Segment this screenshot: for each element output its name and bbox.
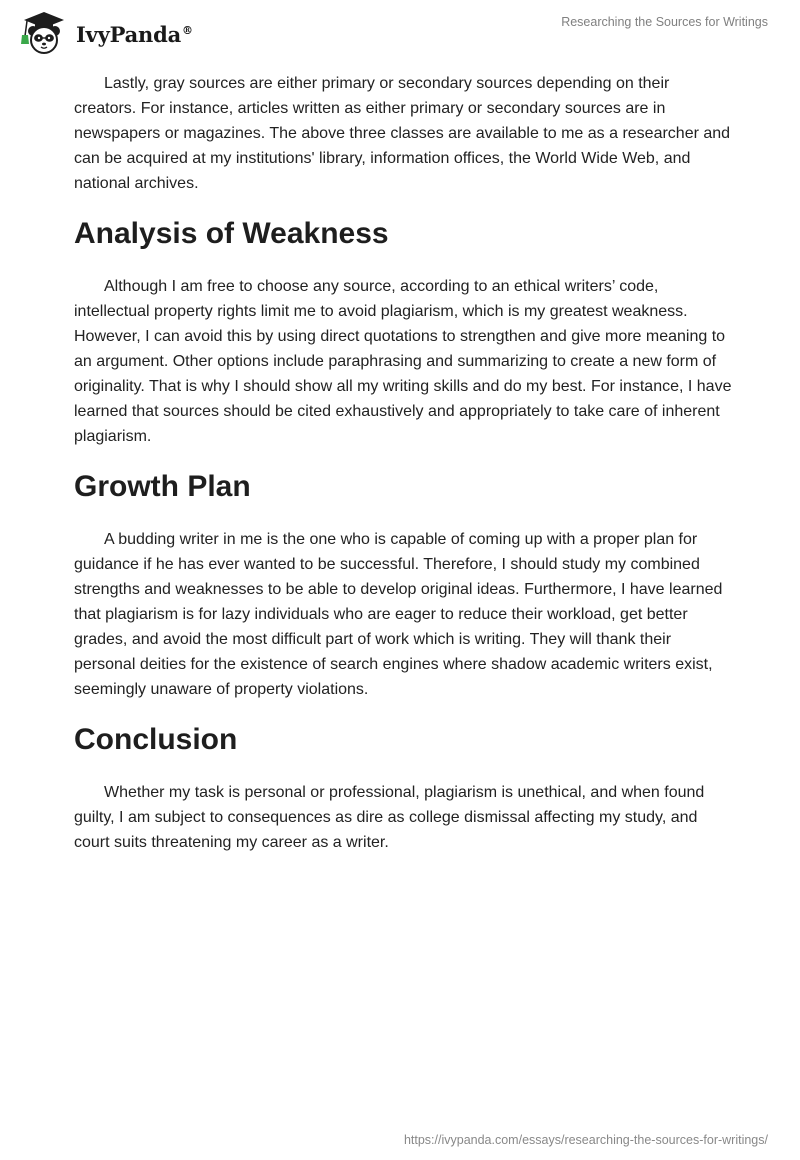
heading-analysis-of-weakness: Analysis of Weakness — [74, 217, 389, 250]
source-url[interactable]: https://ivypanda.com/essays/researching-the-sources-for-writings/ — [403, 1133, 768, 1147]
logo-text: IvyPanda® — [76, 21, 193, 47]
essay-content — [74, 71, 734, 855]
ivypanda-logo[interactable] — [16, 9, 193, 55]
document-title: Researching the Sources for Writings — [561, 15, 768, 29]
panda-graduation-cap-icon — [16, 9, 72, 55]
paragraph-conclusion: Whether my task is personal or professional, plagiarism is unethical, and when found guilty, I am subject to consequences as dire as college dismissal affecting my study, and court suits threatening my career as a writer. — [74, 784, 705, 851]
paragraph-analysis-of-weakness: Although I am free to choose any source, according to an ethical writers’ code, intellectual property rights limit me to avoid plagiarism, which is my greatest weakness. However, I can avoid this by using direct quotations to strengthen and give more meaning to an argument. Other options include paraphrasing and summarizing to create a new form of originality. That is why I should show all my writing skills and do my best. For instance, I have learned that sources should be cited exhaustively and appropriately to take care of inherent plagiarism. — [74, 278, 732, 445]
heading-growth-plan: Growth Plan — [74, 470, 251, 503]
paragraph-gray-sources: Lastly, gray sources are either primary or secondary sources depending on their creators. For instance, articles written as either primary or secondary sources are in newspapers or magazines. The above three classes are available to me as a researcher and can be acquired at my institutions' library, information offices, the World Wide Web, and national archives. — [74, 75, 731, 192]
page-header — [0, 0, 800, 62]
heading-conclusion: Conclusion — [74, 723, 238, 756]
paragraph-growth-plan: A budding writer in me is the one who is capable of coming up with a proper plan for guidance if he has ever wanted to be successful. Therefore, I should study my combined strengths and weaknesses to be able to develop original ideas. Furthermore, I have learned that plagiarism is for lazy individuals who are eager to reduce their workload, get better grades, and avoid the most difficult part of work which is writing. They will thank their personal deities for the existence of search engines where shadow academic writers exist, seemingly unaware of property violations. — [74, 531, 723, 698]
